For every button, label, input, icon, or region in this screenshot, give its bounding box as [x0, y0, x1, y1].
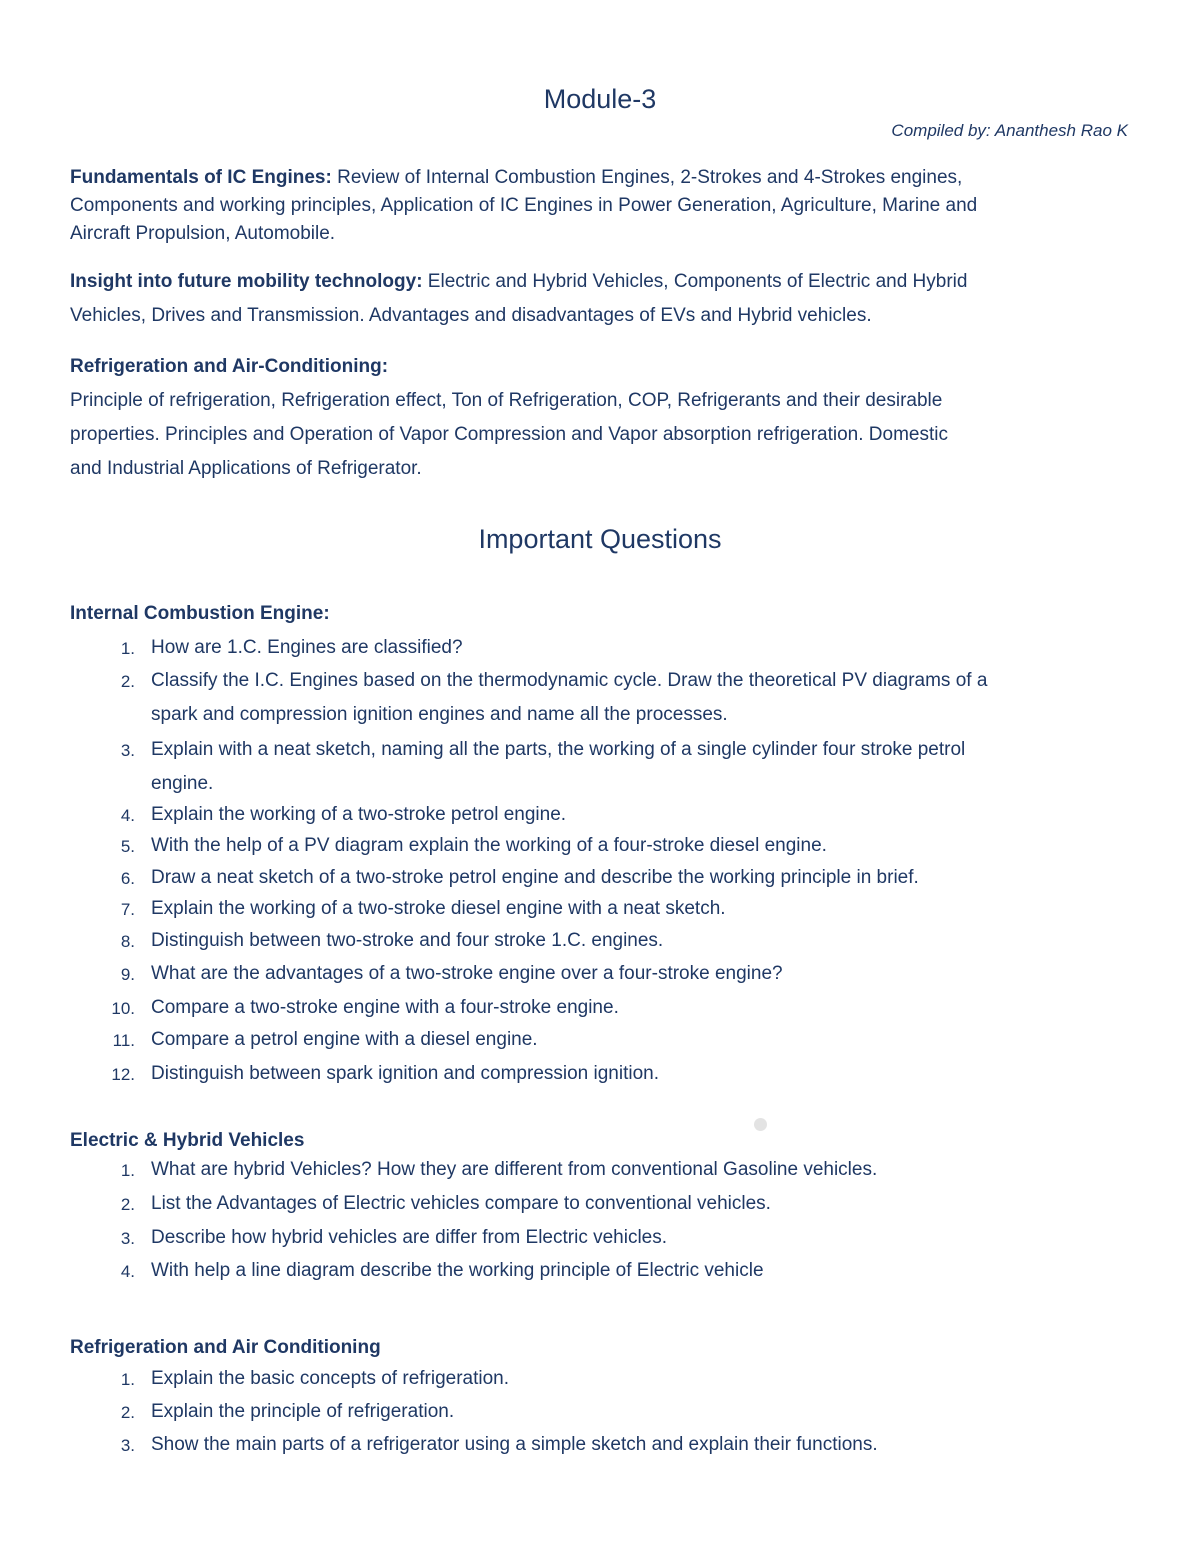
document-page: Module-3 Compiled by: Ananthesh Rao K Fundamentals of IC Engines: Review of Internal Combustion Engines, 2-Strokes and 4-Strokes engines, Components and working principles, Application of IC Engines in Power Generation, Agriculture, Marine and Aircraft Propulsion, Automobile. Insight into future mobility technology: Electric and Hybrid Vehicles, Components of Electric and Hybrid Vehicles, Drives and Transmission. Advantages and disadvantages of EVs and Hybrid vehicles. Refrigeration and Air-Conditioning: Principle of refrigeration, Refrigeration effect, Ton of Refrigeration, COP, Refrigerants and their desirable properties. Principles and Operation of Vapor Compression and Vapor absorption refrigeration. Domestic and Industrial Applications of Refrigerator. Important Questions Internal Combustion Engine: 1. How are 1.C. Engines are classified? 2. Classify the I.C. Engines based on the thermodynamic cycle. Draw the theoretical PV diagrams of a spark and compression ignition engines and name all the processes. 3. Explain with a neat sketch, naming all the parts, the working of a single cylinder four stroke petrol engine. 4. Explain the working of a two-stroke petrol engine. 5. With the help of a PV diagram explain the working of a four-stroke diesel engine. 6. Draw a neat sketch of a two-stroke petrol engine and describe the working principle in brief. 7. Explain the working of a two-stroke diesel engine with a neat sketch. 8. Distinguish between two-stroke and four stroke 1.C. engines. 9. What are the advantages of a two-stroke engine over a four-stroke engine? 10. Compare a two-stroke engine with a four-stroke engine. 11. Compare a petrol engine with a diesel engine. 12. Distinguish between spark ignition and compression ignition. Electric & Hybrid Vehicles 1. What are hybrid Vehicles? How they are different from conventional Gasoline vehicles. 2. List the Advantages of Electric vehicles compare to conventional vehicles. 3. Describe how hybrid vehicles are differ from Electric vehicles. 4. With help a line diagram describe the working principle of Electric vehicle Refrigeration and Air Conditioning 1. Explain the basic concepts of refrigeration. 2. Explain the principle of refrigeration. 3. Show the main parts of a refrigerator using a simple sketch and explain their functions.	[0, 0, 1200, 1553]
list-number: 7.	[120, 900, 135, 919]
list-number: 3.	[120, 1436, 135, 1455]
syllabus-refrigeration	[70, 350, 948, 486]
syllabus-line: Principle of refrigeration, Refrigeration effect, Ton of Refrigeration, COP, Refrigerants and their desirable	[70, 390, 943, 411]
syllabus-label: Insight into future mobility technology:	[70, 271, 423, 292]
list-number: 4.	[120, 806, 135, 825]
syllabus-mobility	[70, 265, 967, 333]
syllabus-line: properties. Principles and Operation of Vapor Compression and Vapor absorption refrigeration. Domestic	[70, 424, 948, 445]
section-heading-refrigeration: Refrigeration and Air Conditioning	[70, 1337, 381, 1358]
scan-artifact-dot	[754, 1118, 767, 1131]
list-number: 4.	[120, 1262, 135, 1281]
list-number: 1.	[120, 639, 135, 658]
syllabus-label: Refrigeration and Air-Conditioning:	[70, 356, 389, 377]
list-number: 2.	[120, 1195, 135, 1214]
questions-title: Important Questions	[478, 524, 722, 554]
list-number: 6.	[120, 869, 135, 888]
section-heading-ic-engine: Internal Combustion Engine:	[70, 603, 330, 624]
compiled-by: Compiled by: Ananthesh Rao K	[891, 121, 1128, 140]
list-number: 1.	[120, 1161, 135, 1180]
list-number: 1.	[120, 1370, 135, 1389]
list-number: 3.	[120, 1229, 135, 1248]
syllabus-label: Fundamentals of IC Engines:	[70, 167, 332, 188]
syllabus-line: Fundamentals of IC Engines: Review of Internal Combustion Engines, 2-Strokes and 4-Strokes engines,	[70, 167, 963, 188]
list-number: 12.	[111, 1065, 135, 1084]
syllabus-line: Insight into future mobility technology: Electric and Hybrid Vehicles, Components of Electric and Hybrid	[70, 271, 968, 292]
list-number: 11.	[112, 1031, 135, 1050]
list-number: 8.	[120, 932, 135, 951]
list-number: 2.	[120, 672, 135, 691]
syllabus-line: Vehicles, Drives and Transmission. Advantages and disadvantages of EVs and Hybrid vehicles.	[70, 305, 872, 326]
page-title: Module-3	[543, 84, 657, 114]
list-number: 2.	[120, 1403, 135, 1422]
list-number: 3.	[120, 741, 135, 760]
syllabus-line: and Industrial Applications of Refrigerator.	[70, 458, 422, 479]
list-number: 9.	[120, 965, 135, 984]
syllabus-line: Components and working principles, Application of IC Engines in Power Generation, Agriculture, Marine and	[70, 195, 978, 216]
syllabus-line: Aircraft Propulsion, Automobile.	[70, 223, 336, 244]
section-heading-electric-hybrid: Electric & Hybrid Vehicles	[70, 1130, 305, 1151]
list-number: 5.	[120, 837, 135, 856]
syllabus-ic-engines	[70, 164, 977, 248]
list-number: 10.	[111, 999, 135, 1018]
